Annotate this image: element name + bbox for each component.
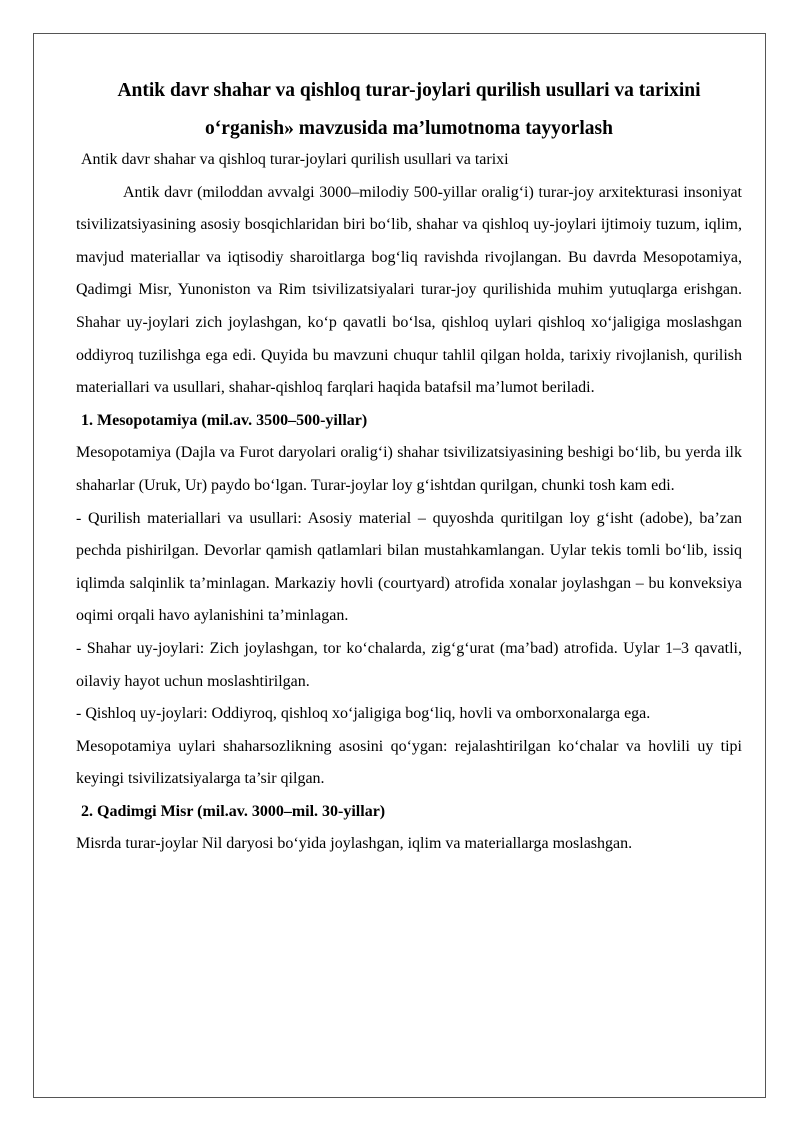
section-heading-mesopotamia: 1. Mesopotamiya (mil.av. 3500–500-yillar) xyxy=(81,411,368,429)
list-item: - Qurilish materiallari va usullari: Asosiy material – quyoshda quritilgan loy g‘isht (adobe), ba’zan pechda pishirilgan. Devorlar qamish qatlamlari bilan mustahkamlangan. Uylar tekis tomli bo‘lib, issiq iqlimda salqinlik ta’minlagan. Markaziy hovli (courtyard) atrofida xonalar joylashgan – bu konveksiya oqimi orqali havo aylanishini ta’minlagan. xyxy=(76,509,742,625)
paragraph: Mesopotamiya (Dajla va Furot daryolari oralig‘i) shahar tsivilizatsiyasining beshigi bo‘lib, bu yerda ilk shaharlar (Uruk, Ur) paydo bo‘lgan. Turar-joylar loy g‘ishtdan qurilgan, chunki tosh kam edi. xyxy=(76,444,742,494)
paragraph: Mesopotamiya uylari shaharsozlikning asosini qo‘ygan: rejalashtirilgan ko‘chalar va hovlili uy tipi keyingi tsivilizatsiyalarga ta’sir qilgan. xyxy=(76,737,742,788)
list-item: - Shahar uy-joylari: Zich joylashgan, tor ko‘chalarda, zig‘g‘urat (ma’bad) atrofida. Uylar 1–3 qavatli, oilaviy hayot uchun moslashtirilgan. xyxy=(76,639,742,690)
document-body xyxy=(76,72,742,861)
paragraph: Misrda turar-joylar Nil daryosi bo‘yida joylashgan, iqlim va materiallarga moslashgan. xyxy=(76,835,633,853)
intro-paragraph: Antik davr (miloddan avvalgi 3000–milodiy 500-yillar oralig‘i) turar-joy arxitekturasi insoniyat tsivilizatsiyasining asosiy bosqichlaridan biri bo‘lib, shahar va qishloq uy-joylari ijtimoiy tuzum, iqlim, mavjud materiallar va iqtisodiy sharoitlarga bog‘liq ravishda rivojlangan. Bu davrda Mesopotamiya, Qadimgi Misr, Yunoniston va Rim tsivilizatsiyalari turar-joy qurilishida muhim yutuqlarga erishgan. Shahar uy-joylari zich joylashgan, ko‘p qavatli bo‘lsa, qishloq uylari qishloq xo‘jaligiga moslashgan oddiyroq tuzilishga ega edi. Quyida bu mavzuni chuqur tahlil qilgan holda, tarixiy rivojlanish, qurilish materiallari va usullari, shahar-qishloq farqlari haqida batafsil ma’lumot beriladi. xyxy=(76,183,742,397)
section-heading-egypt: 2. Qadimgi Misr (mil.av. 3000–mil. 30-yillar) xyxy=(81,802,386,820)
list-item: - Qishloq uy-joylari: Oddiyroq, qishloq xo‘jaligiga bog‘liq, hovli va omborxonalarga ega. xyxy=(76,705,651,723)
document-subtitle: Antik davr shahar va qishloq turar-joylari qurilish usullari va tarixi xyxy=(81,151,509,168)
document-title: Antik davr shahar va qishloq turar-joylari qurilish usullari va tarixini o‘rganish» mavzusida ma’lumotnoma tayyorlash xyxy=(117,80,701,139)
